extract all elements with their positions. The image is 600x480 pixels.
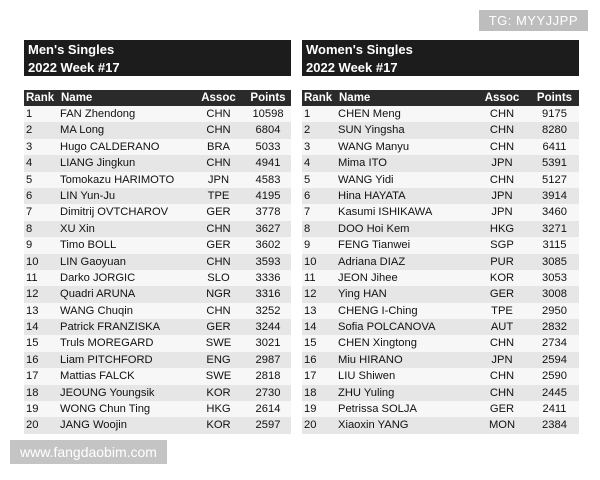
name-cell: Petrissa SOLJA [338, 403, 417, 416]
name-cell: LIANG Jingkun [60, 157, 136, 170]
points-cell: 2832 [542, 321, 567, 334]
womens-title-line2: 2022 Week #17 [306, 60, 398, 75]
points-cell: 2987 [255, 353, 281, 366]
rank-cell: 16 [304, 353, 317, 366]
points-cell: 3602 [255, 239, 281, 252]
points-cell: 2590 [542, 370, 567, 383]
rank-cell: 3 [26, 140, 33, 153]
points-cell: 6411 [542, 140, 567, 153]
table-row [24, 122, 291, 138]
womens-singles-table [302, 40, 579, 434]
rank-cell: 2 [304, 124, 311, 137]
rank-cell: 7 [26, 206, 33, 219]
assoc-cell: GER [206, 206, 231, 219]
table-row [24, 417, 291, 433]
points-cell: 2818 [255, 370, 281, 383]
rank-cell: 18 [26, 386, 39, 399]
points-cell: 5127 [542, 173, 567, 186]
name-cell: MA Long [60, 124, 105, 137]
assoc-cell: TPE [491, 304, 513, 317]
name-cell: LIN Gaoyuan [60, 255, 126, 268]
table-row [302, 417, 579, 433]
name-cell: Hina HAYATA [338, 189, 406, 202]
name-cell: ZHU Yuling [338, 386, 395, 399]
table-row [302, 401, 579, 417]
assoc-cell: GER [489, 403, 515, 416]
points-cell: 2594 [542, 353, 567, 366]
table-row [24, 237, 291, 253]
points-cell: 2445 [542, 386, 567, 399]
mens-header-row [24, 90, 291, 106]
points-cell: 4195 [255, 189, 281, 202]
table-row [24, 352, 291, 368]
rank-cell: 1 [26, 108, 33, 120]
name-cell: JEOUNG Youngsik [60, 386, 155, 399]
points-header: Points [536, 92, 573, 104]
assoc-cell: HKG [489, 222, 515, 235]
womens-title-line1: Women's Singles [306, 42, 413, 57]
name-cell: Adriana DIAZ [338, 255, 406, 268]
rank-cell: 20 [26, 419, 39, 432]
assoc-cell: GER [489, 288, 515, 301]
points-cell: 6804 [255, 124, 281, 137]
name-cell: FENG Tianwei [338, 239, 411, 252]
rank-cell: 10 [304, 255, 317, 268]
points-cell: 3115 [542, 239, 567, 252]
rank-cell: 20 [304, 419, 317, 432]
rank-cell: 19 [304, 403, 317, 416]
table-row [302, 368, 579, 384]
assoc-cell: JPN [491, 353, 513, 366]
table-row [302, 286, 579, 302]
assoc-cell: CHN [489, 140, 515, 153]
table-row [302, 237, 579, 253]
table-row [24, 401, 291, 417]
points-cell: 3252 [255, 304, 281, 317]
name-cell: JEON Jihee [338, 271, 398, 284]
assoc-cell: CHN [206, 222, 231, 235]
table-row [24, 385, 291, 401]
assoc-cell: KOR [206, 419, 231, 432]
rank-cell: 6 [26, 189, 33, 202]
points-cell: 2411 [542, 403, 567, 416]
points-cell: 2950 [542, 304, 567, 317]
points-cell: 2730 [255, 386, 281, 399]
assoc-cell: CHN [489, 124, 515, 137]
assoc-cell: KOR [489, 271, 515, 284]
assoc-cell: CHN [489, 370, 515, 383]
rank-cell: 9 [304, 239, 311, 252]
assoc-cell: GER [206, 239, 231, 252]
name-cell: Miu HIRANO [338, 353, 403, 366]
assoc-cell: AUT [490, 321, 514, 334]
name-cell: LIU Shiwen [338, 370, 396, 383]
assoc-cell: CHN [206, 124, 231, 137]
assoc-cell: CHN [489, 108, 515, 120]
name-cell: Hugo CALDERANO [60, 140, 160, 153]
name-cell: Timo BOLL [60, 239, 117, 252]
points-cell: 2597 [255, 419, 281, 432]
points-cell: 2384 [542, 419, 567, 432]
rank-cell: 17 [304, 370, 317, 383]
table-row [302, 221, 579, 237]
assoc-cell: CHN [206, 304, 231, 317]
table-row [24, 270, 291, 286]
table-row [302, 172, 579, 188]
table-row [302, 122, 579, 138]
points-cell: 2614 [255, 403, 281, 416]
points-cell: 3085 [542, 255, 567, 268]
rank-cell: 8 [26, 222, 33, 235]
rank-cell: 5 [304, 173, 311, 186]
points-cell: 3244 [255, 321, 281, 334]
table-row [24, 221, 291, 237]
rank-cell: 2 [26, 124, 33, 137]
name-cell: SUN Yingsha [338, 124, 405, 137]
points-cell: 3460 [542, 206, 567, 219]
name-cell: Patrick FRANZISKA [60, 321, 161, 334]
points-cell: 5033 [255, 140, 281, 153]
rank-cell: 4 [26, 157, 33, 170]
assoc-cell: SWE [205, 370, 232, 383]
table-row [302, 352, 579, 368]
points-cell: 3316 [255, 288, 281, 301]
assoc-cell: HKG [206, 403, 231, 416]
table-row [24, 368, 291, 384]
rank-cell: 5 [26, 173, 33, 186]
name-cell: CHEN Xingtong [338, 337, 417, 350]
rank-cell: 15 [26, 337, 39, 350]
rank-cell: 19 [26, 403, 39, 416]
points-cell: 3271 [542, 222, 567, 235]
assoc-cell: JPN [207, 173, 230, 186]
table-row [24, 139, 291, 155]
table-row [24, 188, 291, 204]
assoc-cell: CHN [206, 108, 231, 120]
mens-title-line2: 2022 Week #17 [28, 60, 120, 75]
name-cell: Darko JORGIC [60, 271, 136, 284]
name-header: Name [339, 92, 371, 104]
rank-cell: 14 [26, 321, 39, 334]
assoc-cell: TPE [207, 189, 230, 202]
rank-cell: 14 [304, 321, 317, 334]
rank-cell: 12 [304, 288, 317, 301]
points-cell: 3021 [255, 337, 281, 350]
assoc-cell: SWE [205, 337, 232, 350]
name-cell: Ying HAN [338, 288, 387, 301]
name-cell: WANG Manyu [338, 140, 410, 153]
rank-header: Rank [26, 92, 55, 104]
watermark-top: TG: MYYJJPP [479, 10, 588, 31]
assoc-cell: GER [206, 321, 231, 334]
points-cell: 5391 [542, 157, 567, 170]
name-cell: Sofia POLCANOVA [338, 321, 436, 334]
assoc-cell: JPN [491, 157, 513, 170]
rank-cell: 4 [304, 157, 311, 170]
rank-cell: 12 [26, 288, 39, 301]
points-cell: 3053 [542, 271, 567, 284]
table-row [302, 270, 579, 286]
rank-cell: 9 [26, 239, 33, 252]
points-cell: 8280 [542, 124, 567, 137]
assoc-header: Assoc [484, 92, 520, 104]
rank-cell: 7 [304, 206, 311, 219]
name-cell: Mima ITO [338, 157, 387, 170]
points-cell: 3336 [255, 271, 281, 284]
table-row [24, 204, 291, 220]
rank-cell: 13 [304, 304, 317, 317]
mens-rows [24, 106, 291, 434]
mens-table-title [24, 40, 291, 76]
name-cell: XU Xin [60, 222, 95, 235]
name-cell: Kasumi ISHIKAWA [338, 206, 433, 219]
assoc-cell: BRA [206, 140, 230, 153]
rank-cell: 15 [304, 337, 317, 350]
name-cell: DOO Hoi Kem [338, 222, 410, 235]
name-cell: Tomokazu HARIMOTO [60, 173, 175, 186]
points-cell: 10598 [252, 108, 284, 120]
name-cell: WANG Yidi [338, 173, 394, 186]
assoc-cell: ENG [206, 353, 231, 366]
points-cell: 2734 [542, 337, 567, 350]
points-cell: 3778 [255, 206, 281, 219]
assoc-cell: JPN [491, 189, 513, 202]
assoc-cell: SLO [207, 271, 230, 284]
table-row [302, 188, 579, 204]
name-cell: JANG Woojin [60, 419, 127, 432]
rank-cell: 1 [304, 108, 311, 120]
table-row [24, 254, 291, 270]
assoc-cell: MON [488, 419, 516, 432]
assoc-cell: CHN [489, 386, 515, 399]
table-row [24, 319, 291, 335]
assoc-cell: CHN [489, 173, 515, 186]
name-cell: CHEN Meng [338, 108, 401, 120]
table-row [302, 385, 579, 401]
name-cell: Dimitrij OVTCHAROV [60, 206, 169, 219]
points-cell: 3593 [255, 255, 281, 268]
rank-cell: 3 [304, 140, 311, 153]
table-row [24, 303, 291, 319]
assoc-cell: CHN [206, 157, 231, 170]
womens-rows [302, 106, 579, 434]
assoc-cell: PUR [490, 255, 514, 268]
table-row [24, 155, 291, 171]
table-row [24, 286, 291, 302]
rank-cell: 8 [304, 222, 311, 235]
name-cell: Mattias FALCK [60, 370, 135, 383]
table-row [302, 139, 579, 155]
table-row [302, 254, 579, 270]
points-cell: 9175 [542, 108, 567, 120]
mens-title-line1: Men's Singles [28, 42, 115, 57]
points-header: Points [250, 92, 286, 104]
assoc-cell: NGR [206, 288, 231, 301]
name-cell: WONG Chun Ting [60, 403, 151, 416]
womens-header-row [302, 90, 579, 106]
mens-singles-table [24, 40, 291, 434]
name-cell: Xiaoxin YANG [338, 419, 409, 432]
table-row [302, 319, 579, 335]
table-row [302, 106, 579, 122]
points-cell: 4941 [255, 157, 281, 170]
rank-cell: 17 [26, 370, 39, 383]
assoc-cell: SGP [490, 239, 514, 252]
name-cell: Truls MOREGARD [60, 337, 154, 350]
watermark-bottom: www.fangdaobim.com [10, 440, 167, 464]
assoc-cell: CHN [206, 255, 231, 268]
assoc-cell: CHN [489, 337, 515, 350]
rank-cell: 18 [304, 386, 317, 399]
name-cell: Quadri ARUNA [60, 288, 136, 301]
table-row [302, 155, 579, 171]
assoc-header: Assoc [201, 92, 236, 104]
rank-cell: 13 [26, 304, 39, 317]
name-cell: LIN Yun-Ju [60, 189, 116, 202]
rank-cell: 11 [304, 271, 316, 284]
points-cell: 3627 [255, 222, 281, 235]
womens-table-title [302, 40, 579, 76]
table-row [302, 335, 579, 351]
rank-cell: 6 [304, 189, 311, 202]
table-row [24, 172, 291, 188]
name-header: Name [61, 92, 93, 104]
table-row [24, 335, 291, 351]
rank-header: Rank [304, 92, 333, 104]
name-cell: WANG Chuqin [60, 304, 133, 317]
assoc-cell: KOR [206, 386, 231, 399]
points-cell: 3008 [542, 288, 567, 301]
points-cell: 4583 [255, 173, 281, 186]
rank-cell: 10 [26, 255, 39, 268]
name-cell: CHENG I-Ching [338, 304, 418, 317]
table-row [24, 106, 291, 122]
rank-cell: 16 [26, 353, 39, 366]
rank-cell: 11 [26, 271, 38, 284]
points-cell: 3914 [542, 189, 567, 202]
table-row [302, 303, 579, 319]
name-cell: FAN Zhendong [60, 108, 136, 120]
table-row [302, 204, 579, 220]
name-cell: Liam PITCHFORD [60, 353, 153, 366]
assoc-cell: JPN [491, 206, 513, 219]
